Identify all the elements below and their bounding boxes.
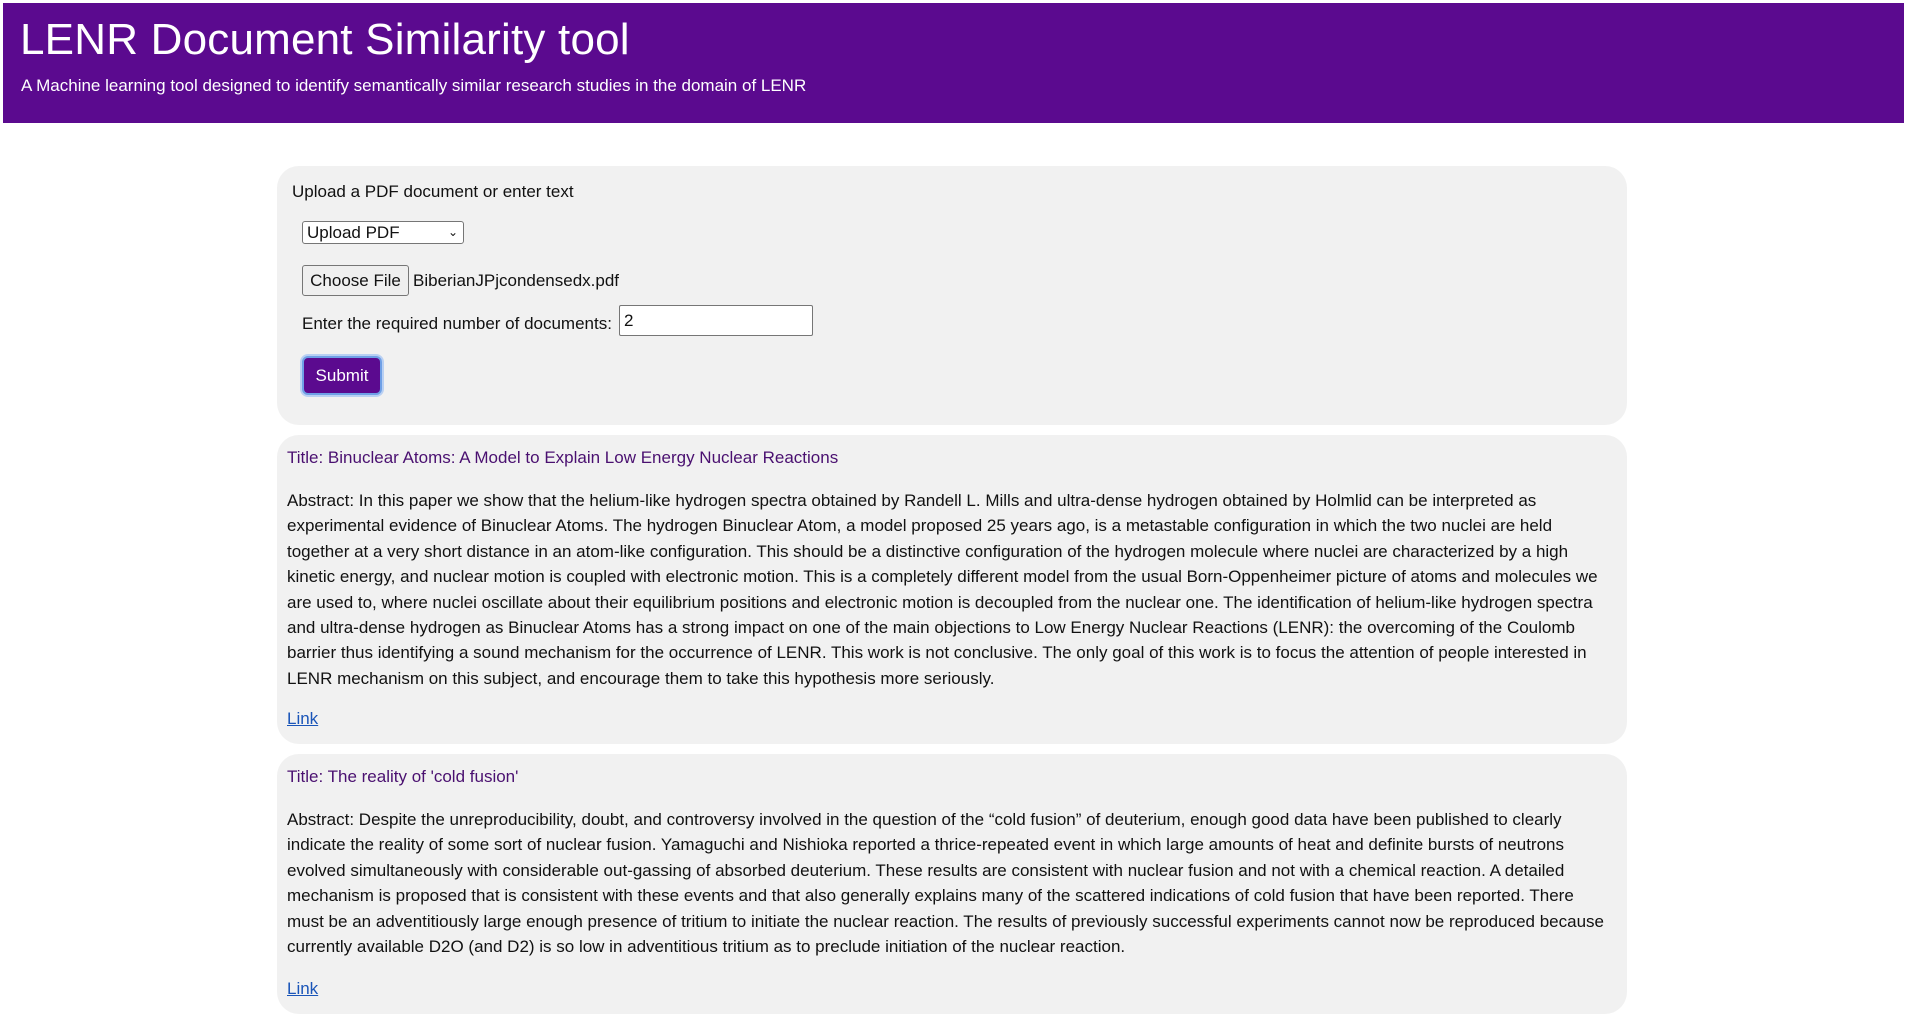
num-documents-label: Enter the required number of documents: bbox=[302, 314, 612, 333]
chevron-down-icon: ⌄ bbox=[447, 225, 458, 239]
submit-button[interactable]: Submit bbox=[302, 356, 382, 395]
app-subtitle: A Machine learning tool designed to identify semantically similar research studies in the domain of LENR bbox=[21, 76, 807, 95]
result-link[interactable]: Link bbox=[287, 709, 319, 728]
result-card bbox=[277, 754, 1627, 1014]
result-title: Title: Binuclear Atoms: A Model to Explain Low Energy Nuclear Reactions bbox=[287, 448, 839, 467]
num-documents-input[interactable]: 2 bbox=[619, 305, 813, 336]
result-card bbox=[277, 435, 1627, 744]
result-abstract: Abstract: In this paper we show that the helium-like hydrogen spectra obtained by Randell L. Mills and ultra-dense hydrogen obtained by Holmlid can be interpreted as experimental evidence of Binuclear Atoms. The hydrogen Binuclear Atom, a model proposed 25 years ago, is a metastable configuration in which the two nuclei are held together at a very short distance in an atom-like configuration. This should be a distinctive configuration of the hydrogen molecule where nuclei are characterized by a high kinetic energy, and nuclear motion is coupled with electronic motion. This is a completely different model from the usual Born-Oppenheimer picture of atoms and molecules we are used to, where nuclei oscillate about their equilibrium positions and electronic motion is decoupled from the nuclear one. The identification of helium-like hydrogen spectra and ultra-dense hydrogen as Binuclear Atoms has a strong impact on one of the main objections to Low Energy Nuclear Reactions (LENR): the overcoming of the Coulomb barrier thus identifying a sound mechanism for the occurrence of LENR. This work is not conclusive. The only goal of this work is to focus the attention of people interested in LENR mechanism on this subject, and encourage them to take this hypothesis more seriously. bbox=[287, 491, 1598, 688]
selected-file-name: BiberianJPjcondensedx.pdf bbox=[413, 271, 620, 290]
choose-file-button[interactable]: Choose File bbox=[302, 265, 409, 296]
upload-heading: Upload a PDF document or enter text bbox=[292, 182, 574, 201]
input-mode-selected-value: Upload PDF bbox=[307, 223, 400, 242]
upload-panel bbox=[277, 166, 1627, 425]
app-header bbox=[3, 3, 1904, 123]
input-mode-select[interactable] bbox=[302, 221, 464, 244]
app-title: LENR Document Similarity tool bbox=[20, 15, 630, 64]
result-link[interactable]: Link bbox=[287, 979, 319, 998]
result-title: Title: The reality of 'cold fusion' bbox=[287, 767, 519, 786]
result-abstract: Abstract: Despite the unreproducibility, doubt, and controversy involved in the question of the “cold fusion” of deuterium, enough good data have been published to clearly indicate the reality of some sort of nuclear fusion. Yamaguchi and Nishioka reported a thrice-repeated event in which large amounts of heat and definite bursts of neutrons evolved simultaneously with considerable out-gassing of absorbed deuterium. These results are consistent with nuclear fusion and not with a chemical reaction. A detailed mechanism is proposed that is consistent with these events and that also generally explains many of the scattered indications of cold fusion that have been reported. There must be an adventitiously large enough presence of tritium to initiate the nuclear reaction. The results of previously successful experiments cannot now be reproduced because currently available D2O (and D2) is so low in adventitious tritium as to preclude initiation of the nuclear reaction. bbox=[287, 810, 1604, 957]
